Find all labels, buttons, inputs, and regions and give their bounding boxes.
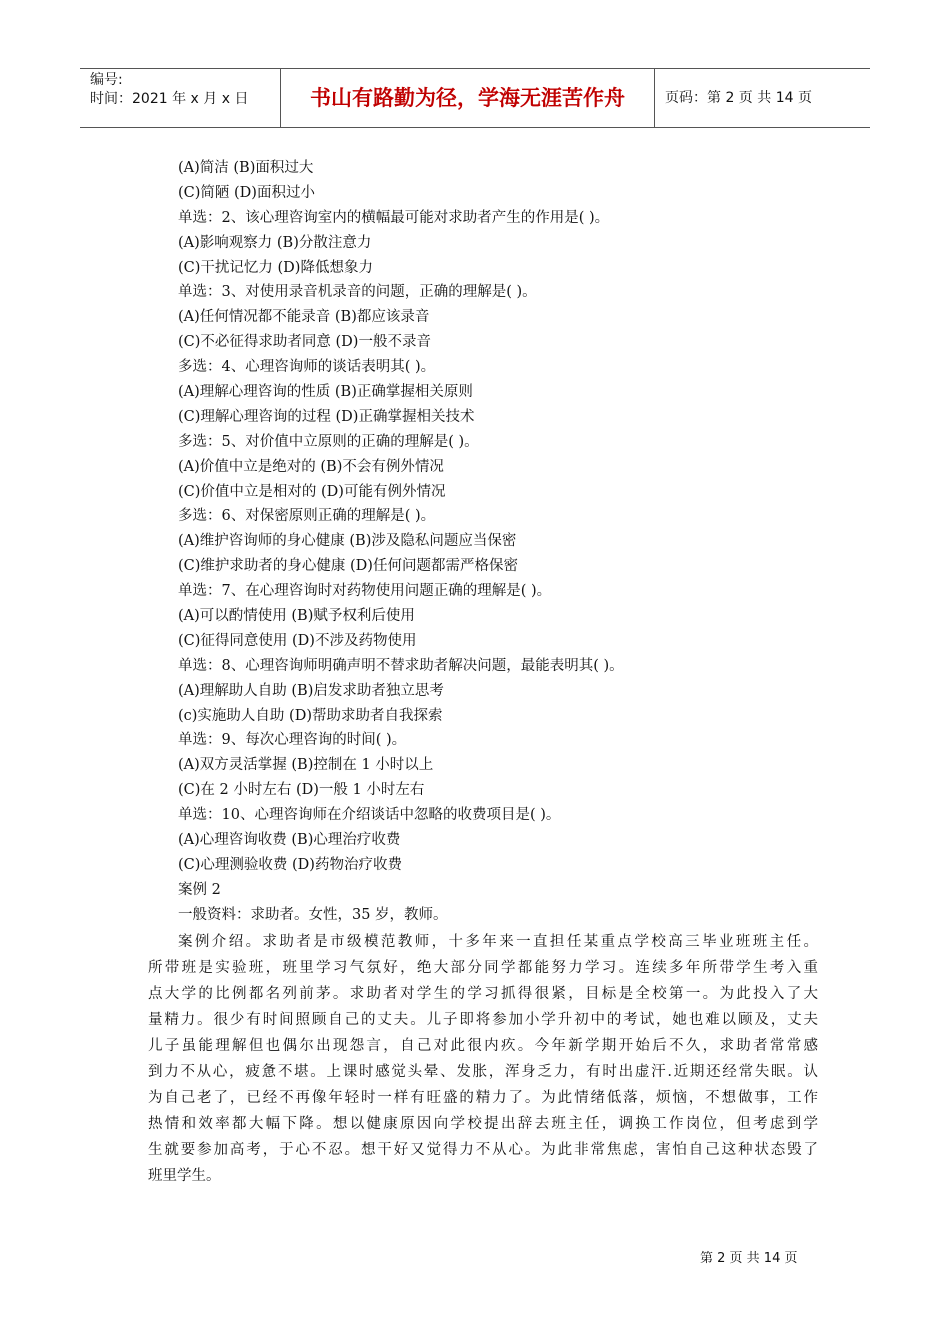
header-page-number: 页码：第 2 页 共 14 页 — [665, 90, 812, 106]
text-line: 单选：10、心理咨询师在介绍谈话中忽略的收费项目是( )。 — [178, 807, 561, 824]
paragraph-line: 到力不从心，疲惫不堪。上课时感觉头晕、发胀，浑身乏力，有时出虚汗.近期还经常失眠。认 — [148, 1064, 818, 1080]
document-number-label: 编号: — [90, 72, 123, 88]
text-line: 单选：3、对使用录音机录音的问题，正确的理解是( )。 — [178, 284, 537, 301]
text-line: (C)简陋 (D)面积过小 — [178, 184, 315, 201]
text-line: (A)可以酌情使用 (B)赋予权利后使用 — [178, 608, 415, 625]
text-line: 单选：2、该心理咨询室内的横幅最可能对求助者产生的作用是( )。 — [178, 209, 610, 226]
text-line: (A)维护咨询师的身心健康 (B)涉及隐私问题应当保密 — [178, 533, 517, 550]
text-line: (A)简洁 (B)面积过大 — [178, 160, 314, 176]
paragraph-line: 为自己老了，已经不再像年轻时一样有旺盛的精力了。为此情绪低落，烦恼，不想做事，工作 — [148, 1090, 818, 1106]
text-line: (A)任何情况都不能录音 (B)都应该录音 — [178, 309, 430, 326]
text-line: (C)心理测验收费 (D)药物治疗收费 — [178, 856, 402, 873]
text-line: 单选：7、在心理咨询时对药物使用问题正确的理解是( )。 — [178, 583, 552, 600]
text-line: 多选：5、对价值中立原则的正确的理解是( )。 — [178, 433, 479, 450]
text-line: (C)在 2 小时左右 (D)一般 1 小时左右 — [178, 782, 425, 799]
paragraph-line: 班里学生。 — [148, 1168, 221, 1184]
header-motto: 书山有路勤为径，学海无涯苦作舟 — [281, 69, 655, 127]
paragraph-line: 量精力。很少有时间照顾自己的丈夫。儿子即将参加小学升初中的考试，她也难以顾及，丈夫 — [148, 1012, 818, 1028]
paragraph-line: 案例介绍。求助者是市级模范教师，十多年来一直担任某重点学校高三毕业班班主任。 — [178, 934, 818, 950]
text-line: 单选：9、每次心理咨询的时间( )。 — [178, 732, 407, 749]
text-line: (A)价值中立是绝对的 (B)不会有例外情况 — [178, 458, 444, 475]
text-line: (A)影响观察力 (B)分散注意力 — [178, 234, 372, 251]
text-line: 案例 2 — [178, 881, 221, 898]
text-line: 一般资料：求助者。女性，35 岁，教师。 — [178, 906, 448, 923]
text-line: (C)不必征得求助者同意 (D)一般不录音 — [178, 334, 431, 351]
text-line: (A)理解心理咨询的性质 (B)正确掌握相关原则 — [178, 384, 473, 401]
text-line: (C)理解心理咨询的过程 (D)正确掌握相关技术 — [178, 408, 475, 425]
text-line: 多选：4、心理咨询师的谈话表明其( )。 — [178, 359, 436, 376]
case-introduction — [148, 929, 818, 1189]
paragraph-line: 热情和效率都大幅下降。想以健康原因向学校提出辞去班主任，调换工作岗位，但考虑到学 — [148, 1116, 818, 1132]
text-line: 多选：6、对保密原则正确的理解是( )。 — [178, 508, 436, 525]
date-label: 时间：2021 年 x 月 x 日 — [90, 91, 249, 107]
text-line: (A)理解助人自助 (B)启发求助者独立思考 — [178, 682, 444, 699]
paragraph-line: 所带班是实验班，班里学习气氛好，绝大部分同学都能努力学习。连续多年所带学生考入重 — [148, 960, 818, 976]
header-meta — [80, 69, 281, 127]
text-line: (A)心理咨询收费 (B)心理治疗收费 — [178, 832, 401, 849]
text-line: (C)干扰记忆力 (D)降低想象力 — [178, 259, 373, 276]
page-header — [80, 68, 870, 128]
text-line: (C)价值中立是相对的 (D)可能有例外情况 — [178, 483, 446, 500]
page-footer: 第 2 页 共 14 页 — [700, 1251, 798, 1266]
question-list — [178, 156, 818, 928]
text-line: (c)实施助人自助 (D)帮助求助者自我探索 — [178, 707, 443, 724]
paragraph-line: 儿子虽能理解但也偶尔出现怨言，自己对此很内疚。今年新学期开始后不久，求助者常常感 — [148, 1038, 818, 1054]
paragraph-line: 生就要参加高考，于心不忍。想干好又觉得力不从心。为此非常焦虑，害怕自己这种状态毁了 — [148, 1142, 818, 1158]
text-line: (C)征得同意使用 (D)不涉及药物使用 — [178, 632, 417, 649]
text-line: 单选：8、心理咨询师明确声明不替求助者解决问题，最能表明其( )。 — [178, 657, 624, 674]
text-line: (A)双方灵活掌握 (B)控制在 1 小时以上 — [178, 757, 434, 774]
text-line: (C)维护求助者的身心健康 (D)任何问题都需严格保密 — [178, 558, 518, 575]
paragraph-line: 点大学的比例都名列前茅。求助者对学生的学习抓得很紧，目标是全校第一。为此投入了大 — [148, 986, 818, 1002]
